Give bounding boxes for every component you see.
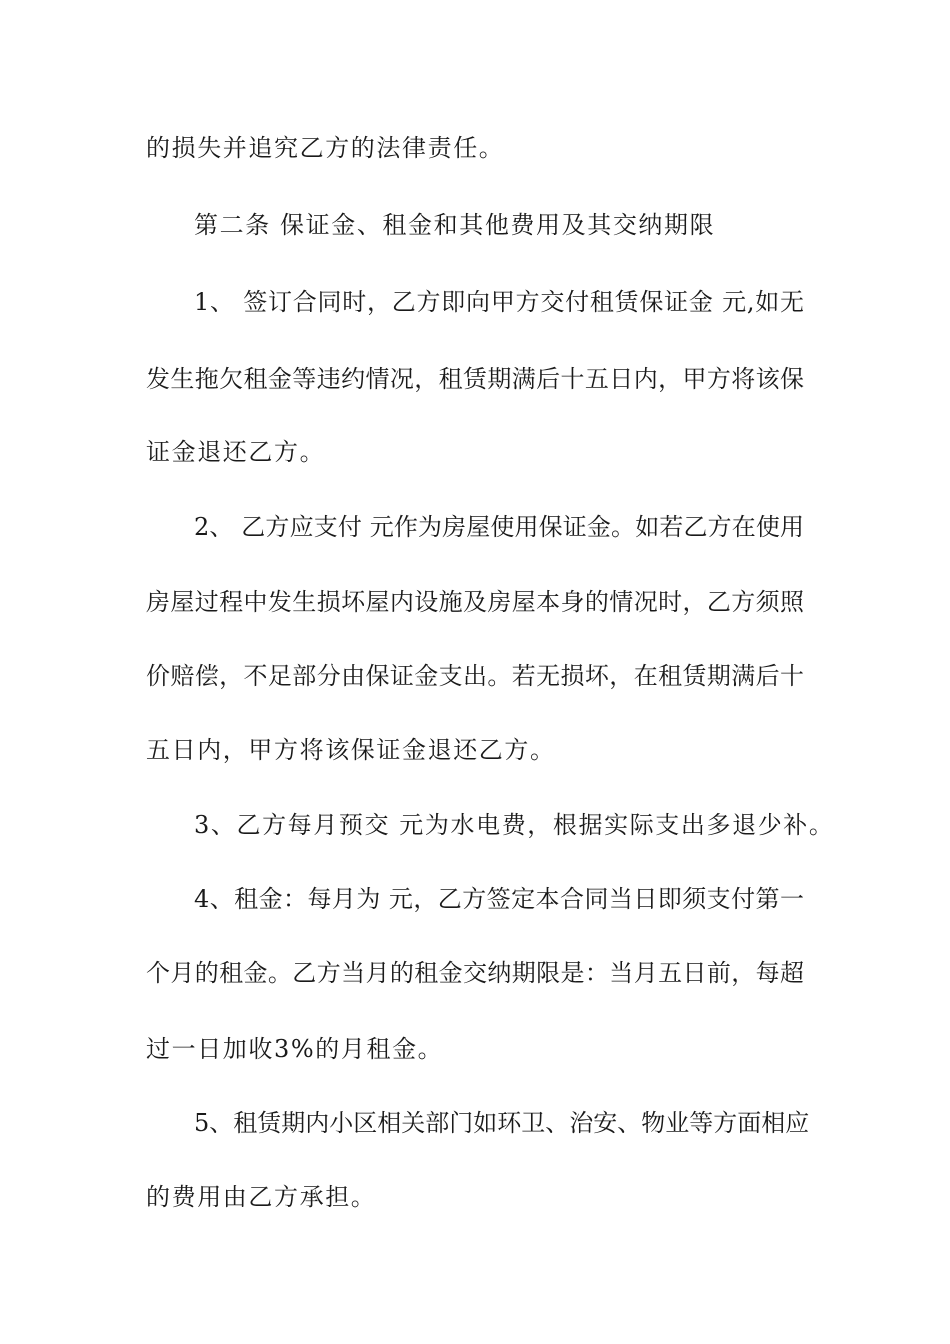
text-line: 3、乙方每月预交 元为水电费，根据实际支出多退少补。	[194, 811, 835, 839]
text-line: 个月的租金。乙方当月的租金交纳期限是：当月五日前，每超	[146, 959, 804, 987]
text-line: 证金退还乙方。	[146, 438, 326, 466]
text-line: 1、 签订合同时，乙方即向甲方交付租赁保证金 元,如无	[194, 288, 804, 316]
text-line: 五日内，甲方将该保证金退还乙方。	[146, 736, 556, 764]
text-line: 2、 乙方应支付 元作为房屋使用保证金。如若乙方在使用	[194, 513, 804, 541]
text-line: 房屋过程中发生损坏屋内设施及房屋本身的情况时，乙方须照	[146, 588, 804, 616]
text-line: 的费用由乙方承担。	[146, 1183, 377, 1211]
text-line: 4、租金：每月为 元，乙方签定本合同当日即须支付第一	[194, 885, 804, 913]
text-line: 过一日加收3%的月租金。	[146, 1035, 444, 1063]
section-heading: 第二条 保证金、租金和其他费用及其交纳期限	[194, 211, 716, 239]
text-line: 价赔偿，不足部分由保证金支出。若无损坏，在租赁期满后十	[146, 662, 804, 690]
text-line: 发生拖欠租金等违约情况，租赁期满后十五日内，甲方将该保	[146, 365, 804, 393]
text-line: 5、租赁期内小区相关部门如环卫、治安、物业等方面相应	[194, 1109, 810, 1137]
text-line: 的损失并追究乙方的法律责任。	[146, 134, 505, 162]
